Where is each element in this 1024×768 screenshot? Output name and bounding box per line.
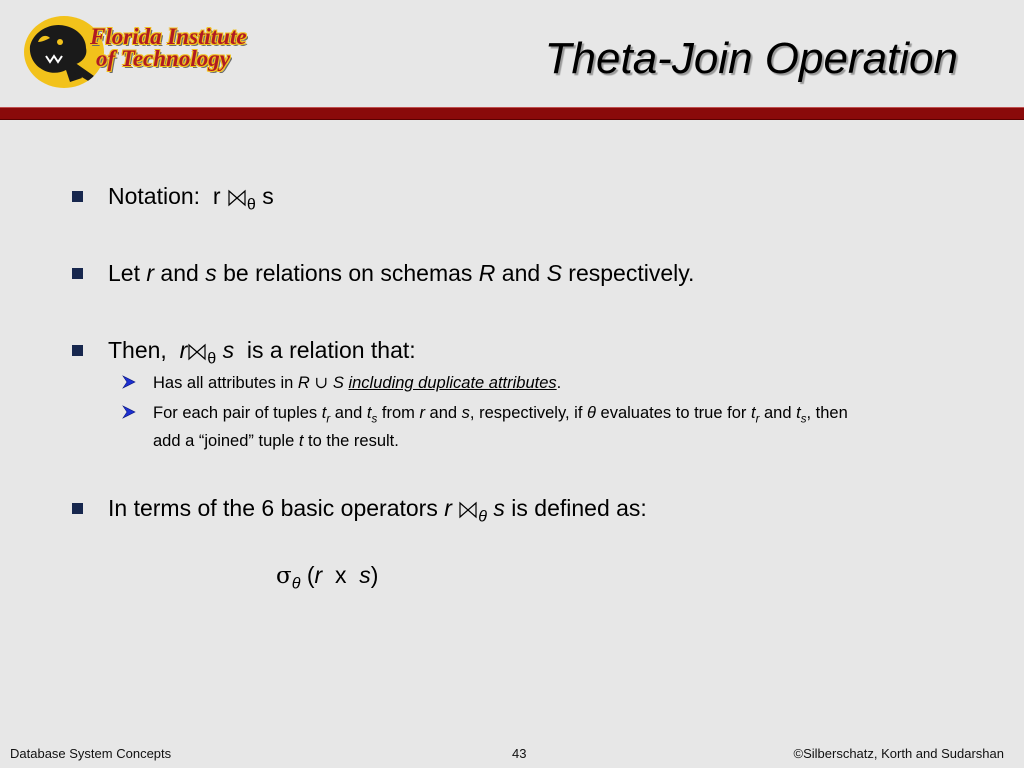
- cross-product-x: x: [334, 562, 347, 588]
- logo-text: [90, 26, 247, 70]
- text-segment: respectively.: [561, 260, 695, 286]
- var-schema-r: R: [478, 260, 496, 286]
- text-segment: For each pair of tuples: [153, 404, 322, 422]
- text-segment: Has all attributes in: [153, 374, 298, 392]
- notation-s: s: [262, 183, 274, 209]
- var-t: t: [750, 404, 756, 422]
- underlined-phrase: including duplicate attributes: [348, 374, 557, 392]
- var-schema-s: S: [332, 374, 344, 392]
- text-segment: evaluates to true for: [595, 404, 751, 422]
- union-symbol: ∪: [314, 373, 329, 392]
- fit-logo: [16, 14, 256, 90]
- notation-label: Notation:: [108, 183, 201, 209]
- var-r: r: [179, 337, 188, 363]
- bullet-square-icon: [72, 345, 83, 356]
- text-segment: add a “joined” tuple: [153, 432, 299, 451]
- var-s: s: [359, 562, 371, 588]
- arrow-bullet-icon: [122, 375, 136, 389]
- var-s: s: [222, 337, 235, 363]
- var-r: r: [419, 404, 425, 422]
- subscript-s: s: [371, 413, 378, 426]
- var-r: r: [146, 260, 155, 286]
- notation-theta: θ: [246, 195, 256, 214]
- subscript-r: r: [755, 413, 760, 426]
- footer-copyright: ©Silberschatz, Korth and Sudarshan: [793, 746, 1004, 761]
- text-segment: and: [424, 404, 462, 422]
- text-segment: and: [759, 404, 797, 422]
- text-segment: , then: [806, 404, 848, 422]
- var-s: s: [205, 260, 217, 286]
- text-segment: and: [154, 260, 206, 286]
- sigma-symbol: σ: [276, 563, 292, 589]
- subscript-r: r: [326, 413, 331, 426]
- text-segment: , respectively, if: [469, 404, 587, 422]
- text-segment: and: [330, 404, 367, 422]
- theta-subscript: θ: [478, 507, 488, 526]
- var-t: t: [321, 404, 327, 422]
- logo-line-2: of Technology: [96, 46, 230, 71]
- var-t: t: [298, 432, 304, 451]
- var-t: t: [366, 404, 372, 422]
- var-t: t: [796, 404, 801, 422]
- basic-operators-line: [108, 495, 647, 527]
- theta-symbol: θ: [587, 404, 596, 422]
- text-segment: Let: [108, 260, 147, 286]
- close-paren: ): [370, 562, 379, 588]
- bullet-square-icon: [72, 191, 83, 202]
- page-number: 43: [512, 746, 527, 761]
- var-r: r: [444, 495, 452, 521]
- text-segment: from: [377, 404, 420, 422]
- text-segment: is defined as:: [504, 495, 647, 521]
- theta-subscript: θ: [207, 349, 217, 368]
- var-schema-s: S: [546, 260, 562, 286]
- text-segment: to the result.: [303, 432, 399, 451]
- text-segment: Then,: [108, 337, 174, 363]
- selection-formula: [276, 562, 378, 594]
- logo-line-1: Florida Institute: [90, 24, 247, 49]
- theta-join-icon: [458, 501, 478, 519]
- text-segment: and: [495, 260, 547, 286]
- subscript-s: s: [800, 413, 807, 426]
- then-line: [108, 337, 416, 369]
- theta-join-icon: [227, 189, 247, 207]
- bullet-square-icon: [72, 268, 83, 279]
- bullet-square-icon: [72, 503, 83, 514]
- arrow-bullet-icon: [122, 405, 136, 419]
- footer-left-text: Database System Concepts: [10, 746, 172, 761]
- notation-r: r: [212, 183, 221, 209]
- theta-join-icon: [187, 343, 207, 361]
- title-divider-bar: [0, 107, 1024, 120]
- sub-bullet-attributes: [153, 372, 561, 394]
- sub-bullet-tuple-pairs: [153, 402, 848, 452]
- let-relations-line: [108, 260, 694, 287]
- var-s: s: [461, 404, 470, 422]
- open-paren: (: [306, 562, 315, 588]
- var-schema-r: R: [297, 374, 310, 392]
- text-segment: .: [556, 374, 562, 392]
- slide-title: Theta-Join Operation: [544, 34, 958, 83]
- var-s: s: [493, 495, 505, 521]
- var-r: r: [314, 562, 323, 588]
- text-segment: be relations on schemas: [216, 260, 479, 286]
- text-segment: is a relation that:: [240, 337, 416, 363]
- text-segment: In terms of the 6 basic operators: [108, 495, 445, 521]
- notation-line: [108, 183, 274, 215]
- theta-subscript: θ: [291, 574, 301, 593]
